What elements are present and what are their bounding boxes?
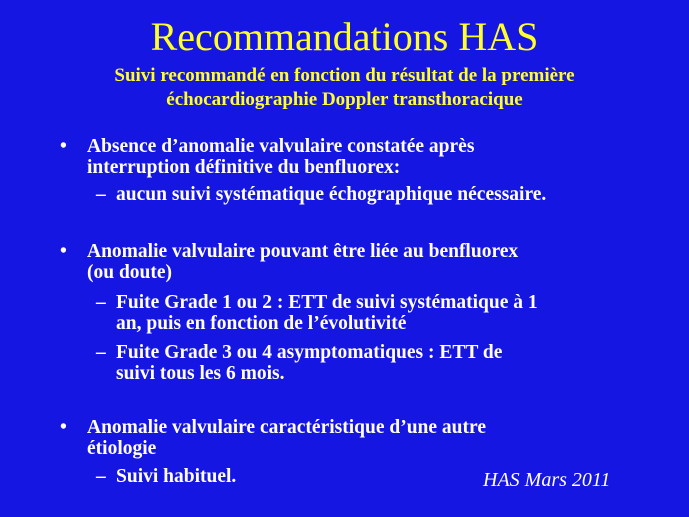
sub-line: suivi tous les 6 mois. [116, 363, 285, 384]
bullet-line: étiologie [87, 438, 157, 459]
sub-text [116, 466, 236, 487]
source-citation: HAS Mars 2011 [483, 469, 611, 491]
sub-text [116, 342, 502, 384]
sub-line: Suivi habituel. [116, 466, 237, 487]
bullet-line: Anomalie valvulaire caractéristique d’une autre [87, 417, 486, 438]
sub-marker: – [96, 184, 106, 205]
bullet-marker: • [60, 417, 67, 438]
subtitle-line: échocardiographie Doppler transthoracique [166, 89, 523, 110]
sub-line: Fuite Grade 3 ou 4 asymptomatiques : ETT de [116, 342, 503, 363]
sub-line: aucun suivi systématique échographique nécessaire. [116, 184, 547, 205]
sub-marker: – [96, 342, 106, 363]
sub-text [116, 184, 546, 205]
slide-subtitle [0, 64, 689, 112]
bullet-marker: • [60, 136, 67, 157]
slide-title: Recommandations HAS [150, 14, 539, 59]
sub-line: Fuite Grade 1 ou 2 : ETT de suivi systématique à 1 [116, 292, 538, 313]
sub-text [116, 292, 538, 334]
bullet-text [87, 241, 518, 283]
bullet-text [87, 417, 486, 459]
bullet-line: Absence d’anomalie valvulaire constatée après [87, 136, 475, 157]
bullet-line: (ou doute) [87, 262, 173, 283]
bullet-text [87, 136, 474, 178]
bullet-line: interruption définitive du benfluorex: [87, 157, 401, 178]
subtitle-line: Suivi recommandé en fonction du résultat de la première [114, 65, 575, 86]
sub-marker: – [96, 466, 106, 487]
bullet-marker: • [60, 241, 67, 262]
sub-line: an, puis en fonction de l’évolutivité [116, 313, 407, 334]
sub-marker: – [96, 292, 106, 313]
bullet-line: Anomalie valvulaire pouvant être liée au benfluorex [87, 241, 519, 262]
